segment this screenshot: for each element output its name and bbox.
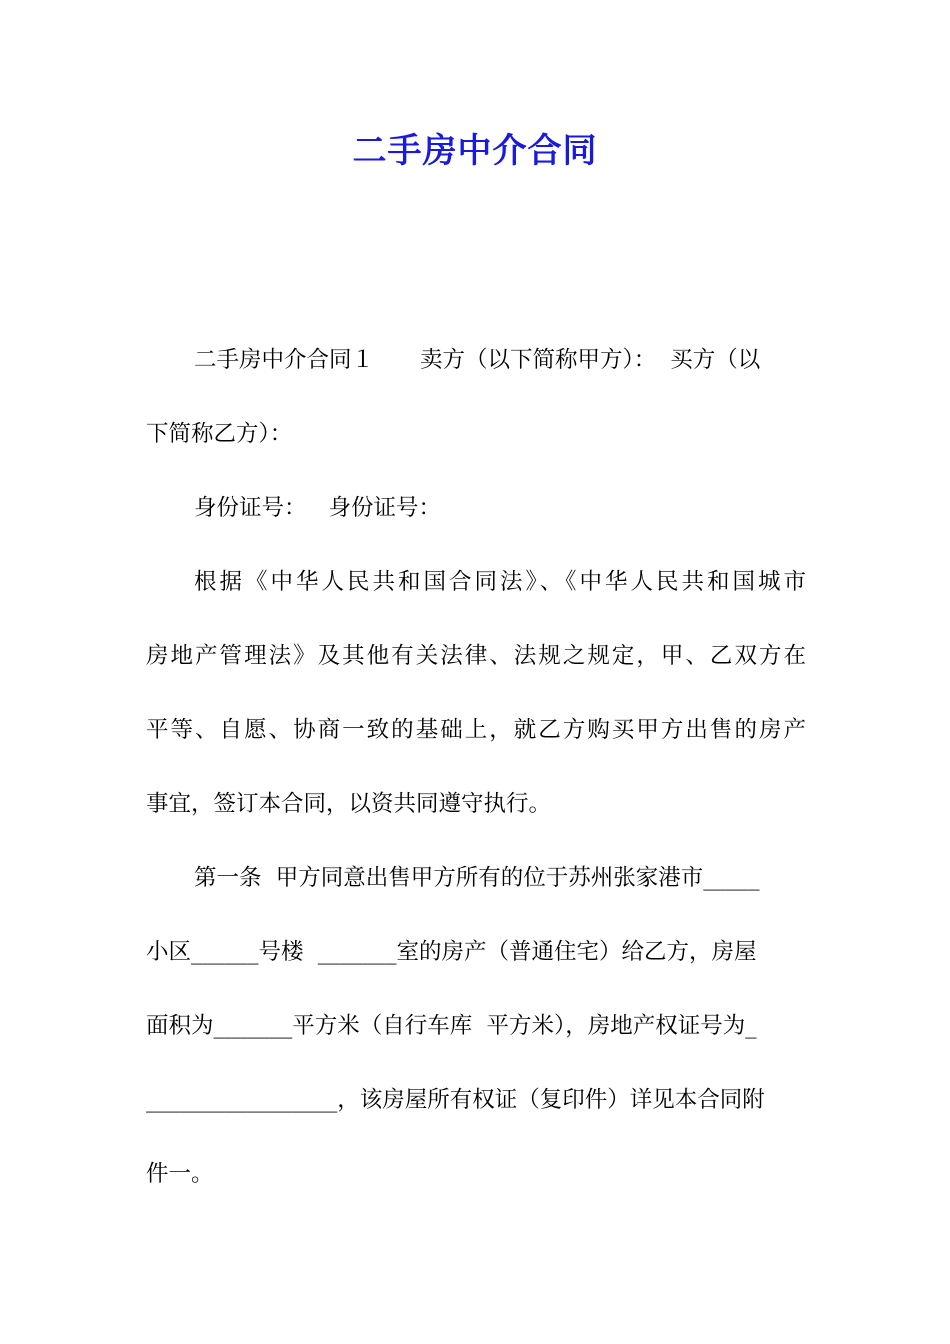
text-segment: 二手房中介合同１ <box>194 347 375 373</box>
text-segment: 事宜，签订本合同，以资共同遵守执行。 <box>146 791 552 817</box>
paragraph-line <box>146 928 806 1002</box>
paragraph-line <box>146 1150 806 1224</box>
text-segment: 根据《中华人民共和国合同法》、《中华人民共和国城市 <box>194 569 806 595</box>
paragraph-line <box>146 632 806 706</box>
text-segment: 身份证号： <box>194 495 307 521</box>
text-segment: 房地产管理法》及其他有关法律、法规之规定，甲、乙双方在 <box>146 643 806 669</box>
text-segment: 小区______号楼 _______室的房产（普通住宅）给乙方，房屋 <box>146 939 757 965</box>
text-segment: 身份证号： <box>328 495 442 521</box>
document-body <box>146 336 806 1224</box>
paragraph-line <box>146 1002 806 1076</box>
text-segment: 第一条 甲方同意出售甲方所有的位于苏州张家港市_____ <box>194 865 760 891</box>
paragraph-line <box>146 484 806 558</box>
paragraph-line <box>146 336 806 410</box>
paragraph-line <box>146 780 806 854</box>
text-segment: _________________，该房屋所有权证（复印件）详见本合同附 <box>146 1087 765 1113</box>
text-segment: 件一。 <box>146 1161 214 1187</box>
document-title: 二手房中介合同 <box>352 131 598 171</box>
paragraph-line <box>146 558 806 632</box>
text-segment: 卖方（以下简称甲方）： <box>420 347 657 373</box>
text-segment: 平等、自愿、协商一致的基础上，就乙方购买甲方出售的房产 <box>146 717 806 743</box>
paragraph-line <box>146 410 806 484</box>
text-segment: 买方（以 <box>670 347 761 373</box>
paragraph-line <box>146 854 806 928</box>
text-segment: 面积为_______平方米（自行车库 平方米），房地产权证号为_ <box>146 1013 757 1039</box>
text-segment: 下简称乙方）： <box>146 421 293 447</box>
paragraph-line <box>146 1076 806 1150</box>
paragraph-line <box>146 706 806 780</box>
